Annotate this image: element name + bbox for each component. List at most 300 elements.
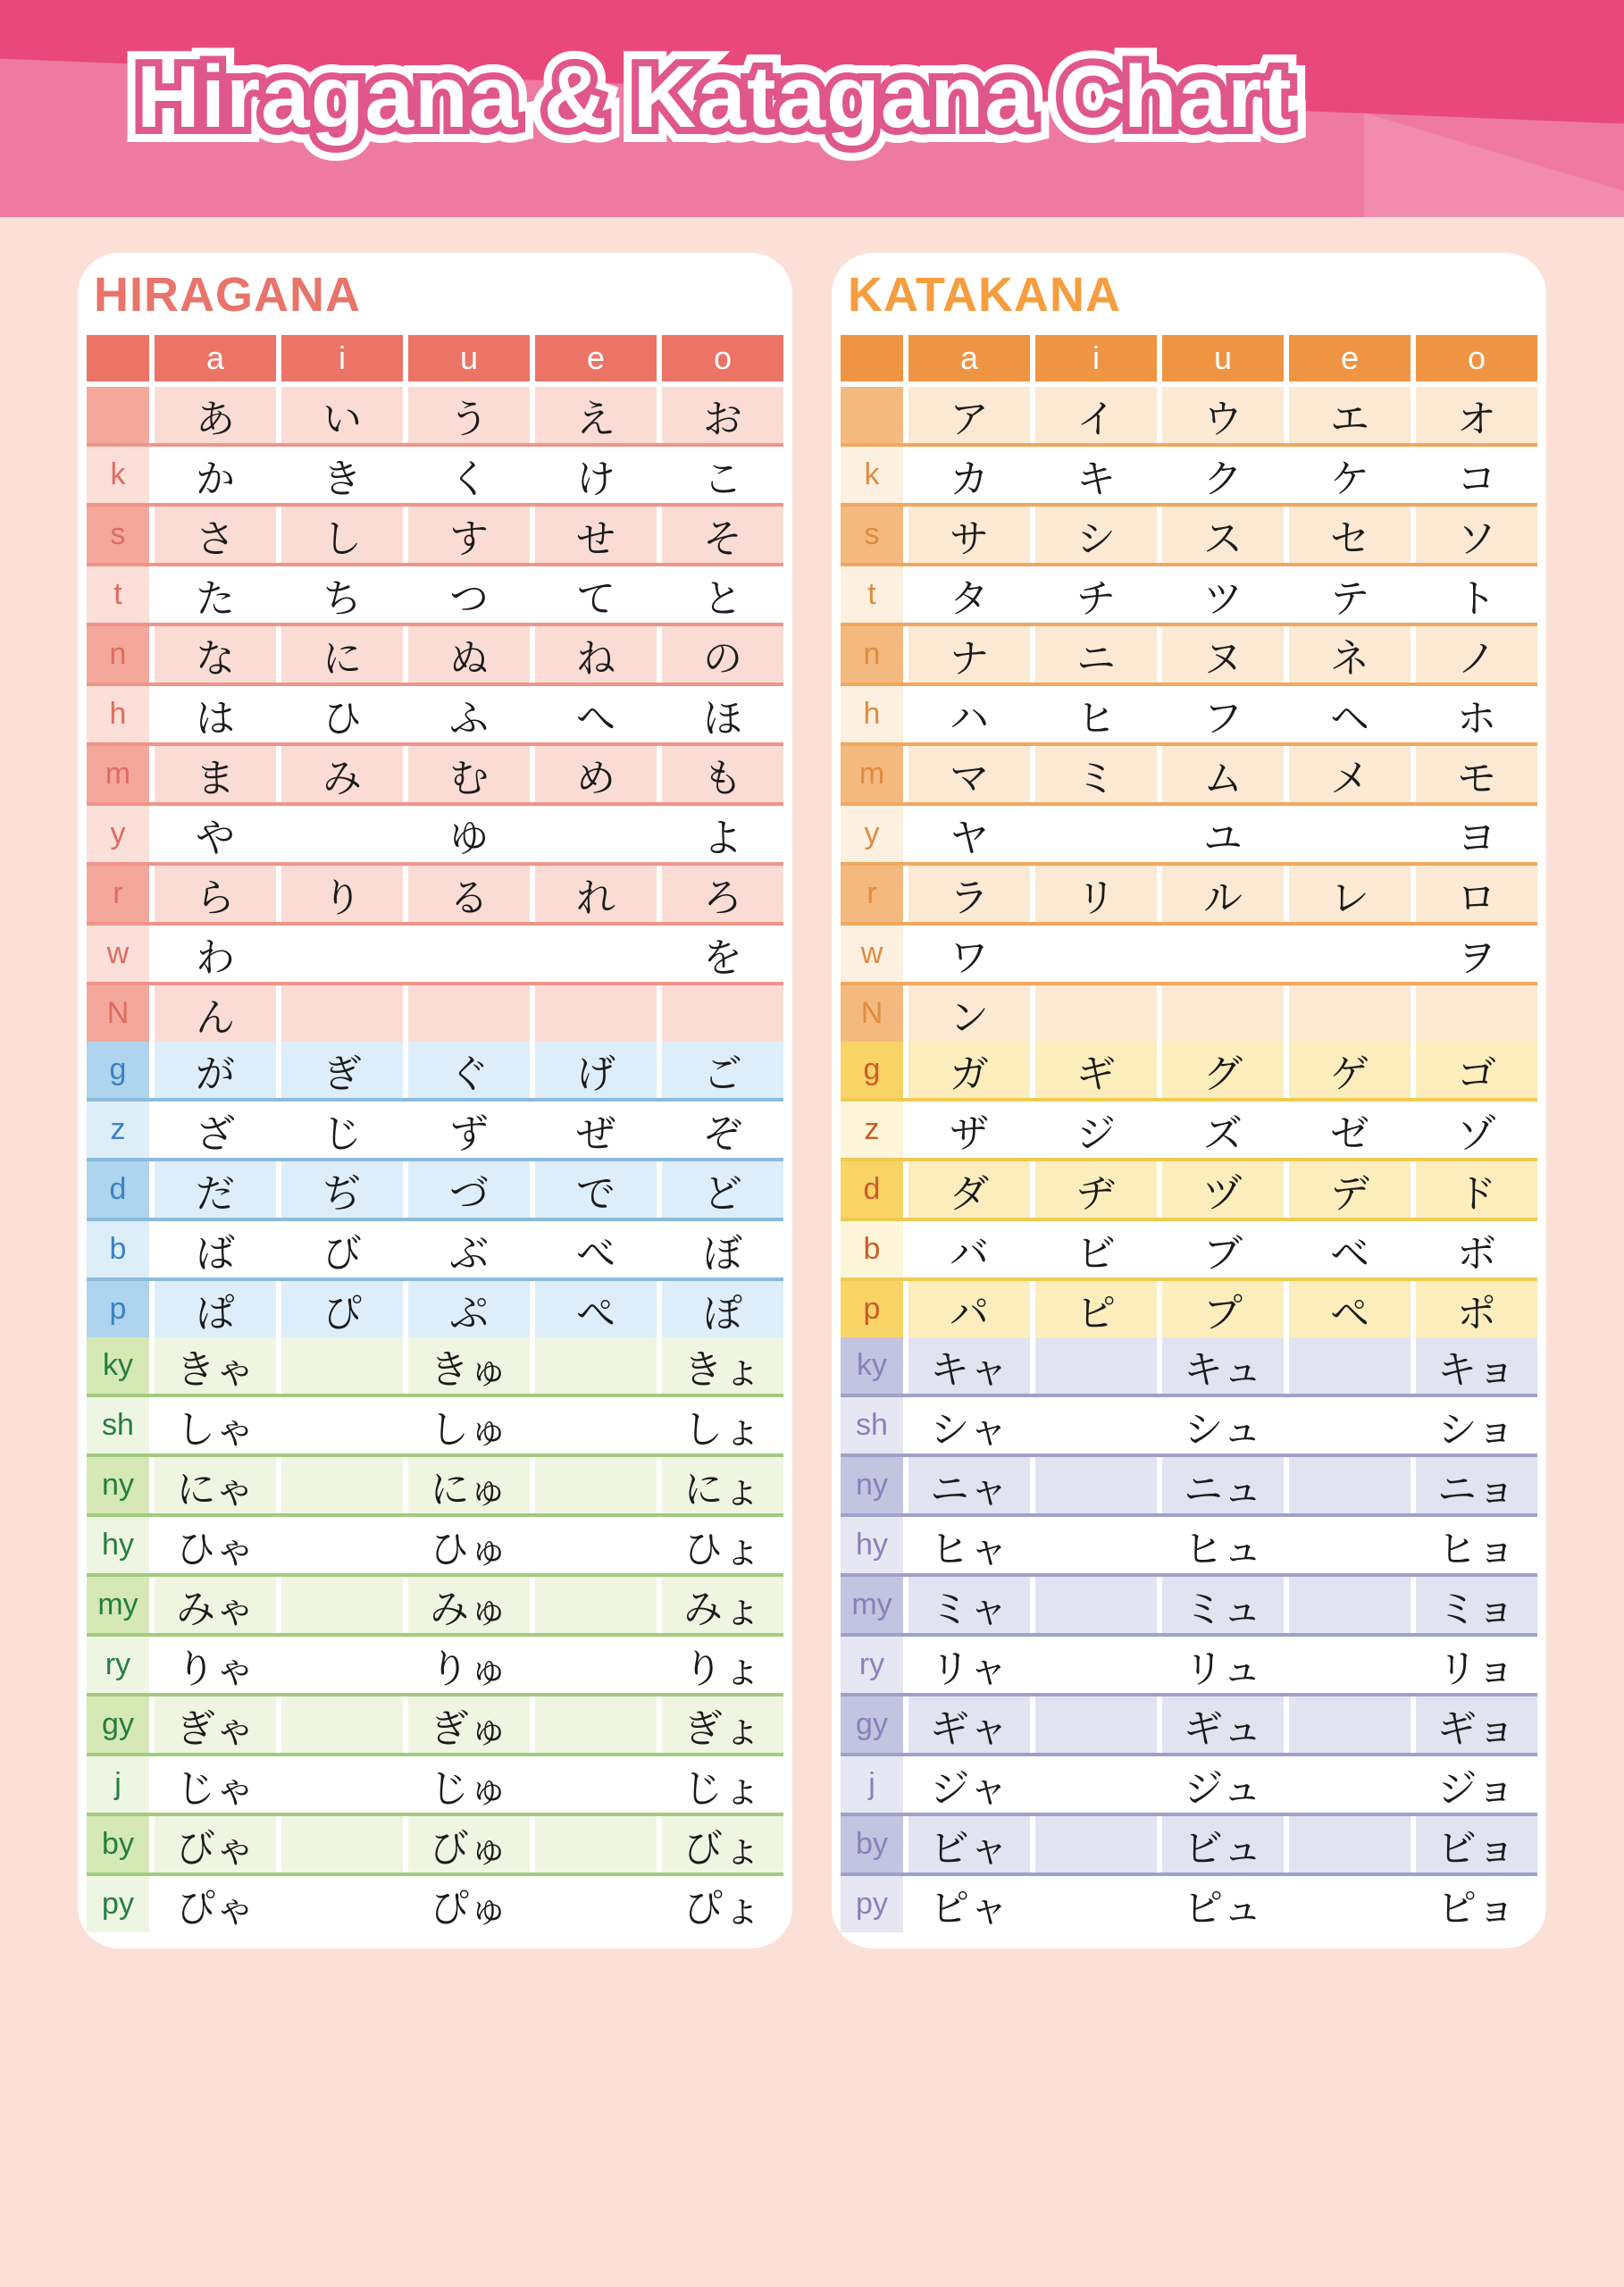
kana-cell [535,1337,657,1394]
kana-cell: ニャ [908,1457,1030,1513]
kana-cell [1035,1637,1157,1693]
kana-cell: ホ [1416,686,1537,742]
kana-cell: ジャ [908,1756,1030,1813]
kana-row [87,1637,783,1693]
kana-cell: タ [908,566,1030,623]
kana-cell: ピョ [1416,1876,1537,1932]
kana-cell: し [281,507,403,563]
kana-cell: ヲ [1416,926,1537,982]
row-label: y [841,806,903,862]
kana-cell [1289,806,1411,862]
kana-cell [1035,926,1157,982]
kana-cell [1035,1457,1157,1513]
kana-cell: す [408,507,530,563]
kana-cell: ヅ [1162,1161,1284,1218]
kana-cell: わ [155,926,276,982]
kana-cell: モ [1416,746,1537,802]
kana-cell [1416,985,1537,1042]
kana-cell: れ [535,866,657,922]
kana-cell: にゅ [408,1457,530,1513]
kana-cell: の [662,626,783,683]
kana-row [841,1161,1537,1218]
kana-cell: キ [1035,447,1157,503]
hiragana-panel [78,253,792,1948]
kana-cell: そ [662,507,783,563]
kana-row [841,1397,1537,1453]
kana-cell [1162,926,1284,982]
kana-cell: ぎ [281,1042,403,1098]
kana-cell: あ [155,387,276,443]
kana-cell: ミュ [1162,1577,1284,1633]
kana-cell [535,1876,657,1932]
kana-cell: キョ [1416,1337,1537,1394]
kana-row [87,387,783,443]
kana-cell: ジ [1035,1102,1157,1158]
header-vowel-cell: i [1035,335,1157,381]
kana-cell: ぬ [408,626,530,683]
kana-cell: き [281,447,403,503]
row-label: w [87,926,149,982]
kana-cell [535,1457,657,1513]
kana-cell [281,1457,403,1513]
kana-row [87,507,783,563]
kana-cell: ル [1162,866,1284,922]
kana-cell [1289,1876,1411,1932]
kana-cell: カ [908,447,1030,503]
kana-cell: りゃ [155,1637,276,1693]
kana-cell: ペ [1289,1281,1411,1337]
kana-cell: つ [408,566,530,623]
kana-cell: り [281,866,403,922]
header-vowel-cell: e [1289,335,1411,381]
kana-cell [1035,1816,1157,1872]
kana-cell [1289,1816,1411,1872]
hiragana-gojuon-table [87,335,783,1042]
row-label: t [841,566,903,623]
kana-cell: みゃ [155,1577,276,1633]
panels-row [0,253,1624,1948]
kana-cell: ビャ [908,1816,1030,1872]
row-label: y [87,806,149,862]
kana-cell: ノ [1416,626,1537,683]
kana-cell: ヘ [1289,686,1411,742]
row-label: p [841,1281,903,1337]
row-label: t [87,566,149,623]
kana-row [841,447,1537,503]
kana-cell [281,1696,403,1753]
kana-cell [1289,1457,1411,1513]
kana-cell: ぺ [535,1281,657,1337]
row-label: m [841,746,903,802]
kana-cell: ヂ [1035,1161,1157,1218]
kana-cell: げ [535,1042,657,1098]
kana-cell [535,1696,657,1753]
kana-cell [1035,1337,1157,1394]
kana-cell: ピャ [908,1876,1030,1932]
kana-row [87,1337,783,1394]
kana-cell: て [535,566,657,623]
kana-cell [1035,985,1157,1042]
kana-cell: ね [535,626,657,683]
header-vowel-cell: u [408,335,530,381]
header-corner-cell [87,335,149,381]
kana-cell: ひ [281,686,403,742]
kana-cell: ば [155,1221,276,1278]
kana-cell: ぴょ [662,1876,783,1932]
kana-row [841,566,1537,623]
row-label: N [841,985,903,1042]
kana-cell: ふ [408,686,530,742]
kana-row [87,1816,783,1872]
kana-row [87,985,783,1042]
kana-cell [535,1577,657,1633]
kana-cell [535,806,657,862]
kana-cell [1035,1397,1157,1453]
kana-cell [1289,1637,1411,1693]
kana-row [841,1577,1537,1633]
kana-cell: レ [1289,866,1411,922]
kana-cell: に [281,626,403,683]
kana-cell [281,1756,403,1813]
row-label: by [87,1816,149,1872]
kana-cell: シュ [1162,1397,1284,1453]
kana-cell: オ [1416,387,1537,443]
kana-cell: にょ [662,1457,783,1513]
row-label: s [841,507,903,563]
kana-cell: きゅ [408,1337,530,1394]
kana-cell: ヒャ [908,1517,1030,1573]
kana-cell: ミ [1035,746,1157,802]
kana-cell [535,926,657,982]
katakana-dakuten-table [841,1042,1537,1337]
row-label: s [87,507,149,563]
kana-cell: ピュ [1162,1876,1284,1932]
row-label [87,387,149,443]
kana-row [87,926,783,982]
kana-cell: ニ [1035,626,1157,683]
row-label: z [841,1102,903,1158]
kana-row [841,1337,1537,1394]
kana-cell: グ [1162,1042,1284,1098]
kana-cell: ジュ [1162,1756,1284,1813]
kana-cell: ぼ [662,1221,783,1278]
kana-row [841,387,1537,443]
kana-cell [281,985,403,1042]
row-label: b [87,1221,149,1278]
kana-cell: ポ [1416,1281,1537,1337]
kana-cell: フ [1162,686,1284,742]
kana-cell: お [662,387,783,443]
kana-cell: べ [535,1221,657,1278]
kana-cell: リャ [908,1637,1030,1693]
kana-cell [1289,985,1411,1042]
kana-cell [1289,926,1411,982]
row-label: k [87,447,149,503]
kana-cell: ウ [1162,387,1284,443]
kana-cell: ざ [155,1102,276,1158]
kana-cell: ゼ [1289,1102,1411,1158]
row-label: ky [841,1337,903,1394]
kana-cell [662,985,783,1042]
kana-cell: にゃ [155,1457,276,1513]
poster-title: Hiragana & Katagana Chart Hiragana & Katagana Chart Hiragana & Katagana Chart [0,34,1429,159]
kana-cell: ヒョ [1416,1517,1537,1573]
row-label: z [87,1102,149,1158]
row-label: N [87,985,149,1042]
kana-cell: ヤ [908,806,1030,862]
kana-cell: しゅ [408,1397,530,1453]
kana-cell: を [662,926,783,982]
row-label: my [841,1577,903,1633]
kana-cell: ガ [908,1042,1030,1098]
row-label: ky [87,1337,149,1394]
row-label: m [87,746,149,802]
kana-cell: ヌ [1162,626,1284,683]
kana-cell: ハ [908,686,1030,742]
kana-cell: ず [408,1102,530,1158]
row-label: by [841,1816,903,1872]
kana-cell: バ [908,1221,1030,1278]
kana-cell: じょ [662,1756,783,1813]
kana-row [87,1042,783,1098]
kana-cell: ひゅ [408,1517,530,1573]
kana-cell: イ [1035,387,1157,443]
kana-cell: ギョ [1416,1696,1537,1753]
hiragana-dakuten-table [87,1042,783,1337]
kana-cell: ジョ [1416,1756,1537,1813]
kana-cell: りょ [662,1637,783,1693]
kana-row [87,1161,783,1218]
kana-cell: ピ [1035,1281,1157,1337]
table-header-row [841,335,1537,381]
kana-cell: ひゃ [155,1517,276,1573]
kana-row [841,1042,1537,1098]
kana-cell [1289,1397,1411,1453]
kana-cell: ラ [908,866,1030,922]
katakana-heading: KATAKANA [848,268,1121,322]
kana-row [87,1221,783,1278]
kana-cell [1162,985,1284,1042]
row-label: r [87,866,149,922]
kana-row [87,806,783,862]
kana-row [87,1876,783,1932]
kana-cell: メ [1289,746,1411,802]
kana-cell: キャ [908,1337,1030,1394]
kana-cell: テ [1289,566,1411,623]
row-label: ny [841,1457,903,1513]
kana-cell: こ [662,447,783,503]
kana-cell: エ [1289,387,1411,443]
kana-row [841,746,1537,802]
kana-cell: づ [408,1161,530,1218]
kana-cell: ミャ [908,1577,1030,1633]
kana-cell: しゃ [155,1397,276,1453]
row-label: hy [841,1517,903,1573]
row-label: n [841,626,903,683]
kana-cell: も [662,746,783,802]
kana-cell: ぴ [281,1281,403,1337]
row-label: h [841,686,903,742]
title-banner [0,0,1624,217]
kana-cell: や [155,806,276,862]
kana-cell: びゃ [155,1816,276,1872]
kana-cell: ぽ [662,1281,783,1337]
kana-row [841,985,1537,1042]
kana-row [841,806,1537,862]
row-label [841,387,903,443]
kana-cell: マ [908,746,1030,802]
kana-cell: ご [662,1042,783,1098]
kana-cell: ユ [1162,806,1284,862]
kana-cell: びょ [662,1816,783,1872]
kana-cell: ま [155,746,276,802]
kana-cell: ギャ [908,1696,1030,1753]
kana-cell: か [155,447,276,503]
kana-row [87,866,783,922]
kana-cell: さ [155,507,276,563]
kana-row [841,686,1537,742]
kana-cell: ム [1162,746,1284,802]
kana-cell: ぎゅ [408,1696,530,1753]
kana-cell: ビュ [1162,1816,1284,1872]
kana-row [87,566,783,623]
kana-cell: ビョ [1416,1816,1537,1872]
kana-cell [281,926,403,982]
kana-cell: シ [1035,507,1157,563]
katakana-gojuon-table [841,335,1537,1042]
kana-cell: ひょ [662,1517,783,1573]
kana-cell [1289,1337,1411,1394]
table-header-row [87,335,783,381]
kana-cell: リ [1035,866,1157,922]
kana-cell: は [155,686,276,742]
kana-cell: ぐ [408,1042,530,1098]
kana-cell: きゃ [155,1337,276,1394]
kana-cell: ド [1416,1161,1537,1218]
header-vowel-cell: i [281,335,403,381]
kana-cell: しょ [662,1397,783,1453]
kana-cell [1289,1696,1411,1753]
kana-cell [1289,1577,1411,1633]
kana-cell: ボ [1416,1221,1537,1278]
kana-cell: ワ [908,926,1030,982]
kana-cell: い [281,387,403,443]
kana-cell: ろ [662,866,783,922]
header-vowel-cell: a [155,335,276,381]
kana-cell: ぷ [408,1281,530,1337]
kana-cell [1035,1577,1157,1633]
kana-cell: ゆ [408,806,530,862]
katakana-panel [832,253,1546,1948]
kana-row [841,1876,1537,1932]
row-label: w [841,926,903,982]
kana-cell: きょ [662,1337,783,1394]
kana-cell [408,985,530,1042]
kana-cell: ズ [1162,1102,1284,1158]
kana-cell: ゲ [1289,1042,1411,1098]
kana-cell: プ [1162,1281,1284,1337]
kana-cell: デ [1289,1161,1411,1218]
header-vowel-cell: o [1416,335,1537,381]
row-label: hy [87,1517,149,1573]
kana-cell: ぜ [535,1102,657,1158]
kana-row [87,1281,783,1337]
row-label: g [841,1042,903,1098]
kana-row [841,1637,1537,1693]
kana-cell: ネ [1289,626,1411,683]
kana-cell [535,985,657,1042]
kana-cell: が [155,1042,276,1098]
kana-cell: ブ [1162,1221,1284,1278]
kana-cell: よ [662,806,783,862]
kana-row [841,926,1537,982]
kana-row [87,746,783,802]
row-label: d [841,1161,903,1218]
kana-row [87,447,783,503]
kana-cell: じゃ [155,1756,276,1813]
row-label: py [841,1876,903,1932]
kana-row [841,1816,1537,1872]
kana-cell [281,1397,403,1453]
kana-cell: ダ [908,1161,1030,1218]
kana-cell: コ [1416,447,1537,503]
header-vowel-cell: a [908,335,1030,381]
row-label: my [87,1577,149,1633]
kana-cell: ア [908,387,1030,443]
kana-cell: ど [662,1161,783,1218]
katakana-yoon-table [841,1337,1537,1932]
kana-cell: け [535,447,657,503]
kana-row [841,1221,1537,1278]
kana-cell [1035,1517,1157,1573]
kana-row [87,1457,783,1513]
row-label: j [87,1756,149,1813]
kana-cell: る [408,866,530,922]
kana-cell: ヒュ [1162,1517,1284,1573]
kana-cell: じ [281,1102,403,1158]
kana-cell: ナ [908,626,1030,683]
kana-cell: ぎゃ [155,1696,276,1753]
kana-row [87,1696,783,1753]
kana-cell: め [535,746,657,802]
hiragana-heading: HIRAGANA [94,268,361,322]
kana-cell: ベ [1289,1221,1411,1278]
row-label: sh [87,1397,149,1453]
kana-row [841,1102,1537,1158]
kana-cell: りゅ [408,1637,530,1693]
row-label: d [87,1161,149,1218]
kana-cell: た [155,566,276,623]
kana-cell: ぞ [662,1102,783,1158]
row-label: ry [841,1637,903,1693]
kana-cell: ら [155,866,276,922]
header-vowel-cell: e [535,335,657,381]
kana-cell: じゅ [408,1756,530,1813]
kana-cell: ぴゅ [408,1876,530,1932]
kana-cell: ザ [908,1102,1030,1158]
kana-cell [281,1517,403,1573]
row-label: ry [87,1637,149,1693]
kana-cell: く [408,447,530,503]
kana-row [841,507,1537,563]
kana-cell: ショ [1416,1397,1537,1453]
kana-cell: サ [908,507,1030,563]
kana-cell: ち [281,566,403,623]
kana-cell: ヨ [1416,806,1537,862]
row-label: k [841,447,903,503]
kana-cell: セ [1289,507,1411,563]
kana-cell: と [662,566,783,623]
